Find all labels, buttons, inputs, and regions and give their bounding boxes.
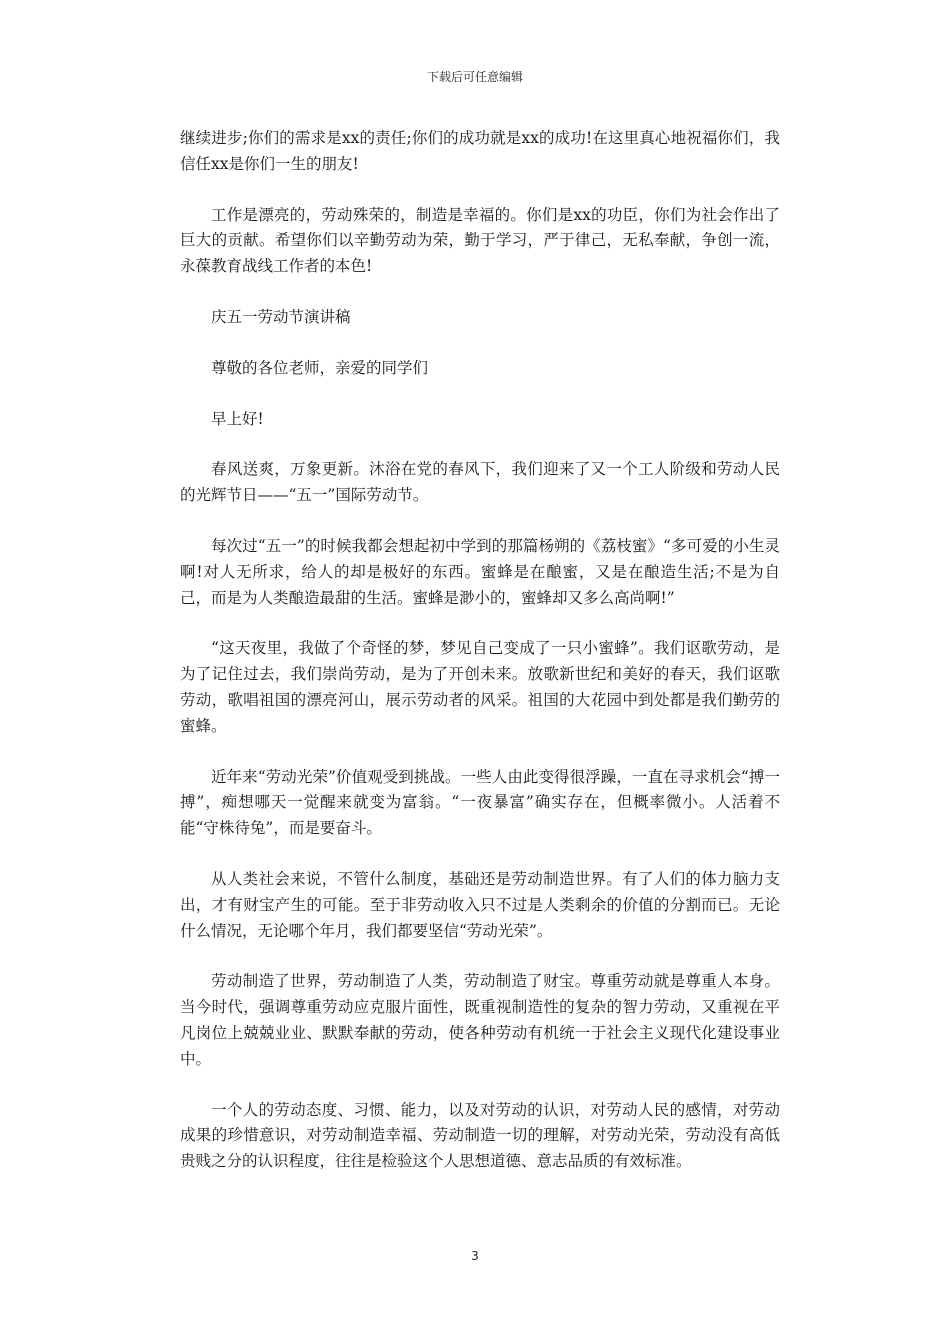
paragraph: “这天夜里，我做了个奇怪的梦，梦见自己变成了一只小蜜蜂”。我们讴歌劳动，是为了记住过去，我们崇尚劳动，是为了开创未来。放歌新世纪和美好的春天，我们讴歌劳动，歌唱祖国的漂亮河山，展示劳动者的风采。祖国的大花园中到处都是我们勤劳的蜜蜂。 (180, 639, 780, 735)
paragraph-continuation: 继续进步;你们的需求是xx的责任;你们的成功就是xx的成功!在这里真心地祝福你们，我信任xx是你们一生的朋友! (180, 129, 780, 173)
section-title: 庆五一劳动节演讲稿 (211, 307, 351, 326)
paragraph: 劳动制造了世界，劳动制造了人类，劳动制造了财宝。尊重劳动就是尊重人本身。当今时代，强调尊重劳动应克服片面性，既重视制造性的复杂的智力劳动，又重视在平凡岗位上兢兢业业、默默奉献的劳动，使各种劳动有机统一于社会主义现代化建设事业中。 (180, 972, 780, 1068)
salutation: 尊敬的各位老师，亲爱的同学们 (211, 358, 429, 377)
page-number: 3 (471, 1249, 479, 1263)
paragraph: 从人类社会来说，不管什么制度，基础还是劳动制造世界。有了人们的体力脑力支出，才有财宝产生的可能。至于非劳动收入只不过是人类剩余的价值的分割而已。无论什么情况，无论哪个年月，我们都要坚信“劳动光荣”。 (180, 869, 780, 940)
paragraph: 每次过“五一”的时候我都会想起初中学到的那篇杨朔的《荔枝蜜》“多可爱的小生灵啊!对人无所求，给人的却是极好的东西。蜜蜂是在酿蜜，又是在酿造生活;不是为自己，而是为人类酿造最甜的生活。蜜蜂是渺小的，蜜蜂却又多么高尚啊!” (180, 536, 780, 607)
paragraph: 近年来“劳动光荣”价值观受到挑战。一些人由此变得很浮躁，一直在寻求机会“搏一搏”，痴想哪天一觉醒来就变为富翁。“一夜暴富”确实存在，但概率微小。人活着不能“守株待兔”，而是要奋斗。 (180, 767, 780, 838)
paragraph: 春风送爽，万象更新。沐浴在党的春风下，我们迎来了又一个工人阶级和劳动人民的光辉节日——“五一”国际劳动节。 (180, 460, 780, 505)
paragraph: 工作是漂亮的，劳动殊荣的，制造是幸福的。你们是xx的功臣，你们为社会作出了巨大的贡献。希望你们以辛勤劳动为荣，勤于学习，严于律己，无私奉献，争创一流，永葆教育战线工作者的本色! (180, 205, 780, 276)
page-header: 下载后可任意编辑 (426, 70, 523, 84)
document-body (180, 126, 780, 1200)
paragraph: 一个人的劳动态度、习惯、能力，以及对劳动的认识，对劳动人民的感情，对劳动成果的珍惜意识，对劳动制造幸福、劳动制造一切的理解，对劳动光荣，劳动没有高低贵贱之分的认识程度，往往是检验这个人思想道德、意志品质的有效标准。 (180, 1100, 780, 1171)
greeting: 早上好! (211, 409, 264, 428)
